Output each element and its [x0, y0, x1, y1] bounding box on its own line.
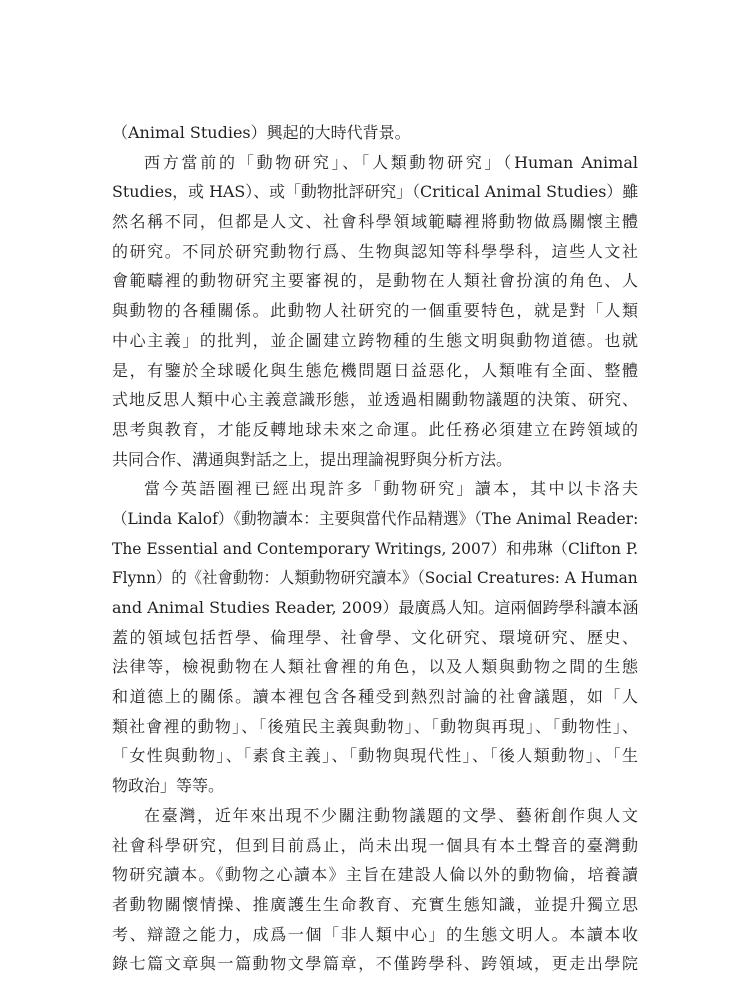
text-line: and Animal Studies Reader, 2009）最廣爲人知。這兩個跨學科讀本涵: [112, 598, 639, 617]
text-line: The Essential and Contemporary Writings, 2007）和弗琳（Clifton P.: [112, 538, 639, 558]
text-line: 和道德上的關係。讀本裡包含各種受到熱烈討論的社會議題，如「人: [112, 687, 638, 707]
text-line: 思考與教育，才能反轉地球未來之命運。此任務必須建立在跨領域的: [112, 419, 638, 439]
paragraph-first-line: 西方當前的「動物研究」、「人類動物研究」（Human Animal: [144, 152, 638, 172]
text-line: 中心主義」的批判，並企圖建立跨物種的生態文明與動物道德。也就: [112, 330, 638, 350]
text-line: 物研究讀本。《動物之心讀本》主旨在建設人倫以外的動物倫，培養讀: [112, 865, 638, 885]
text-line: 類社會裡的動物」、「後殖民主義與動物」、「動物與再現」、「動物性」、: [112, 716, 638, 736]
text-line: （Linda Kalof）《動物讀本：主要與當代作品精選》（The Animal Reader:: [112, 508, 639, 528]
text-line: 會範疇裡的動物研究主要審視的，是動物在人類社會扮演的角色、人: [112, 271, 638, 291]
paragraph-first-line: 在臺灣，近年來出現不少關注動物議題的文學、藝術創作與人文: [144, 805, 638, 825]
text-line: 者動物關懷情操、推廣護生生命教育、充實生態知識，並提升獨立思: [112, 894, 638, 914]
text-line: 考、辯證之能力，成爲一個「非人類中心」的生態文明人。本讀本收: [112, 924, 638, 944]
paragraph-first-line: 當今英語圈裡已經出現許多「動物研究」讀本，其中以卡洛夫: [144, 479, 638, 499]
text-line: Flynn）的《社會動物：人類動物研究讀本》（Social Creatures: A Human: [112, 568, 638, 588]
body-text: [112, 118, 638, 979]
text-line: 蓋的領域包括哲學、倫理學、社會學、文化研究、環境研究、歷史、: [112, 627, 638, 647]
text-line: 式地反思人類中心主義意識形態，並透過相關動物議題的決策、研究、: [112, 390, 638, 410]
paragraph-last-line: 物政治」等等。: [112, 776, 225, 796]
text-line: （Animal Studies）興起的大時代背景。: [112, 123, 411, 142]
paragraph-last-line: 共同合作、溝通與對話之上，提出理論視野與分析方法。: [112, 449, 513, 469]
text-line: 社會科學研究，但到目前爲止，尚未出現一個具有本土聲音的臺灣動: [112, 835, 638, 855]
text-line: 法律等，檢視動物在人類社會裡的角色，以及人類與動物之間的生態: [112, 657, 638, 677]
text-line: 錄七篇文章與一篇動物文學篇章，不僅跨學科、跨領域，更走出學院: [112, 954, 638, 974]
text-line: 然名稱不同，但都是人文、社會科學領域範疇裡將動物做爲關懷主體: [112, 212, 638, 232]
text-line: Studies，或 HAS）、或「動物批評研究」（Critical Animal Studies）雖: [112, 182, 639, 202]
text-line: 「女性與動物」、「素食主義」、「動物與現代性」、「後人類動物」、「生: [112, 746, 638, 766]
text-line: 是，有鑒於全球暖化與生態危機問題日益惡化，人類唯有全面、整體: [112, 360, 638, 380]
text-line: 與動物的各種關係。此動物人社研究的一個重要特色，就是對「人類: [112, 301, 638, 321]
text-line: 的研究。不同於研究動物行爲、生物與認知等科學學科，這些人文社: [112, 241, 638, 261]
